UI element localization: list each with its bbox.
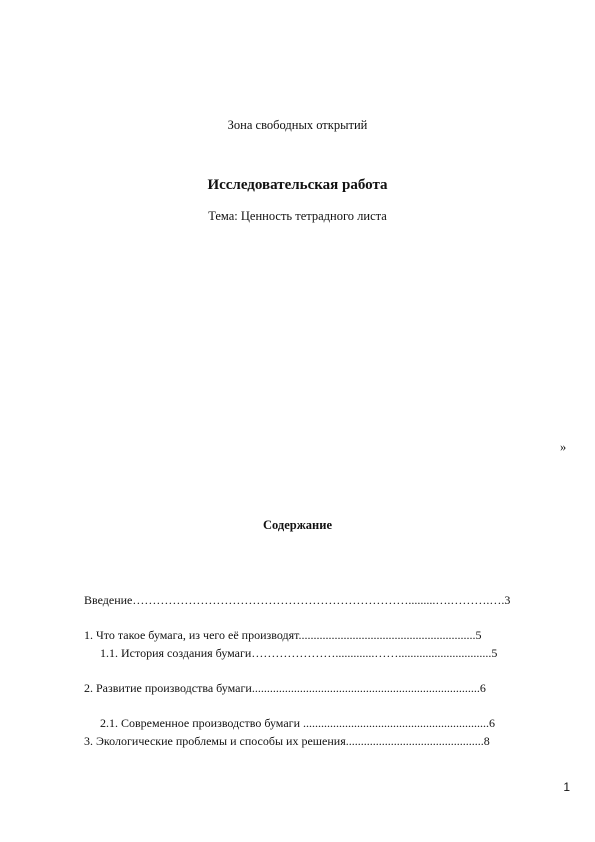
toc-item-modern-production: 2.1. Современное производство бумаги ..............................................................6 [100, 716, 495, 730]
document-topic: Тема: Ценность тетрадного листа [208, 209, 387, 223]
organization-name: Зона свободных открытий [227, 118, 368, 132]
toc-item-history-of-paper: 1.1. История создания бумаги………………….............……...............................5 [100, 646, 498, 660]
toc-item-what-is-paper: 1. Что такое бумага, из чего её производят...........................................................5 [84, 628, 482, 642]
toc-heading: Содержание [262, 518, 332, 532]
toc-item-ecological-problems: 3. Экологические проблемы и способы их решения..............................................8 [84, 734, 490, 748]
toc-item-introduction: Введение…………………………………………………………….........….……….….3 [84, 593, 511, 607]
toc-item-paper-production: 2. Развитие производства бумаги............................................................................6 [84, 681, 486, 695]
document-title: Исследовательская работа [207, 177, 388, 193]
page-number: 1 [563, 780, 570, 794]
closing-quote-mark: » [560, 440, 567, 454]
